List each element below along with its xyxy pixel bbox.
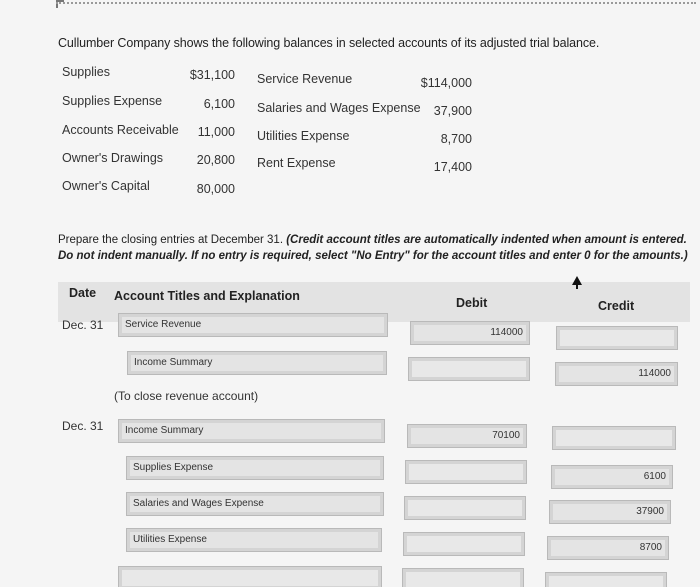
top-border xyxy=(56,2,696,6)
balance-amount: 8,700 xyxy=(440,132,472,146)
credit-input[interactable]: 6100 xyxy=(551,465,673,489)
debit-input-partial[interactable] xyxy=(402,568,524,587)
credit-input[interactable]: 8700 xyxy=(547,536,669,560)
debit-input[interactable] xyxy=(403,532,525,556)
problem-intro: Cullumber Company shows the following balances in selected accounts of its adjusted trial balance. xyxy=(58,36,600,50)
debit-input[interactable] xyxy=(408,357,530,381)
balance-amount: 17,400 xyxy=(433,160,472,174)
header-credit: Credit xyxy=(598,299,635,313)
account-title-input-partial[interactable] xyxy=(118,566,382,587)
balance-amount: 37,900 xyxy=(433,104,472,118)
header-date: Date xyxy=(69,286,97,300)
credit-input[interactable]: 114000 xyxy=(555,362,678,386)
entry-date: Dec. 31 xyxy=(62,419,104,433)
balance-amount: 20,800 xyxy=(196,153,235,167)
instructions-emphasis: (Credit account titles are automatically indented when amount is entered. Do not indent manually. If no entry is required, select "No Entry" for the account titles and enter 0 for the amounts.) xyxy=(58,234,688,262)
balance-name: Salaries and Wages Expense xyxy=(257,101,421,115)
account-title-input[interactable]: Income Summary xyxy=(127,351,387,375)
balance-amount: 11,000 xyxy=(197,125,235,139)
credit-input[interactable]: 37900 xyxy=(549,500,671,524)
balance-amount: $31,100 xyxy=(189,68,235,82)
balance-name: Accounts Receivable xyxy=(62,123,179,137)
balance-amount: 6,100 xyxy=(203,97,235,111)
entry-date: Dec. 31 xyxy=(62,318,104,332)
entry-memo: (To close revenue account) xyxy=(114,389,259,403)
instructions xyxy=(58,232,688,264)
debit-input[interactable] xyxy=(405,460,527,484)
credit-input[interactable] xyxy=(552,426,676,450)
balance-name: Utilities Expense xyxy=(257,129,350,143)
balance-amount: 80,000 xyxy=(196,182,235,196)
account-title-input[interactable]: Utilities Expense xyxy=(126,528,382,552)
debit-input[interactable] xyxy=(404,496,526,520)
mouse-cursor-stem xyxy=(576,284,578,289)
balance-name: Owner's Capital xyxy=(62,179,150,193)
account-title-input[interactable]: Salaries and Wages Expense xyxy=(126,492,384,516)
debit-input[interactable]: 70100 xyxy=(407,424,527,448)
balance-name: Rent Expense xyxy=(257,156,336,170)
balance-name: Service Revenue xyxy=(257,72,353,86)
account-title-input[interactable]: Income Summary xyxy=(118,419,385,443)
account-title-input[interactable]: Service Revenue xyxy=(118,313,388,337)
header-account: Account Titles and Explanation xyxy=(114,289,300,303)
balance-name: Supplies xyxy=(62,65,110,79)
header-debit: Debit xyxy=(456,296,488,310)
balance-name: Owner's Drawings xyxy=(62,151,164,165)
balance-name: Supplies Expense xyxy=(62,94,163,108)
balance-amount: $114,000 xyxy=(420,76,472,90)
credit-input[interactable] xyxy=(556,326,678,350)
credit-input-partial[interactable] xyxy=(545,572,667,587)
account-title-input[interactable]: Supplies Expense xyxy=(126,456,384,480)
instructions-plain: Prepare the closing entries at December 31. xyxy=(58,234,287,246)
debit-input[interactable]: 114000 xyxy=(410,321,530,345)
